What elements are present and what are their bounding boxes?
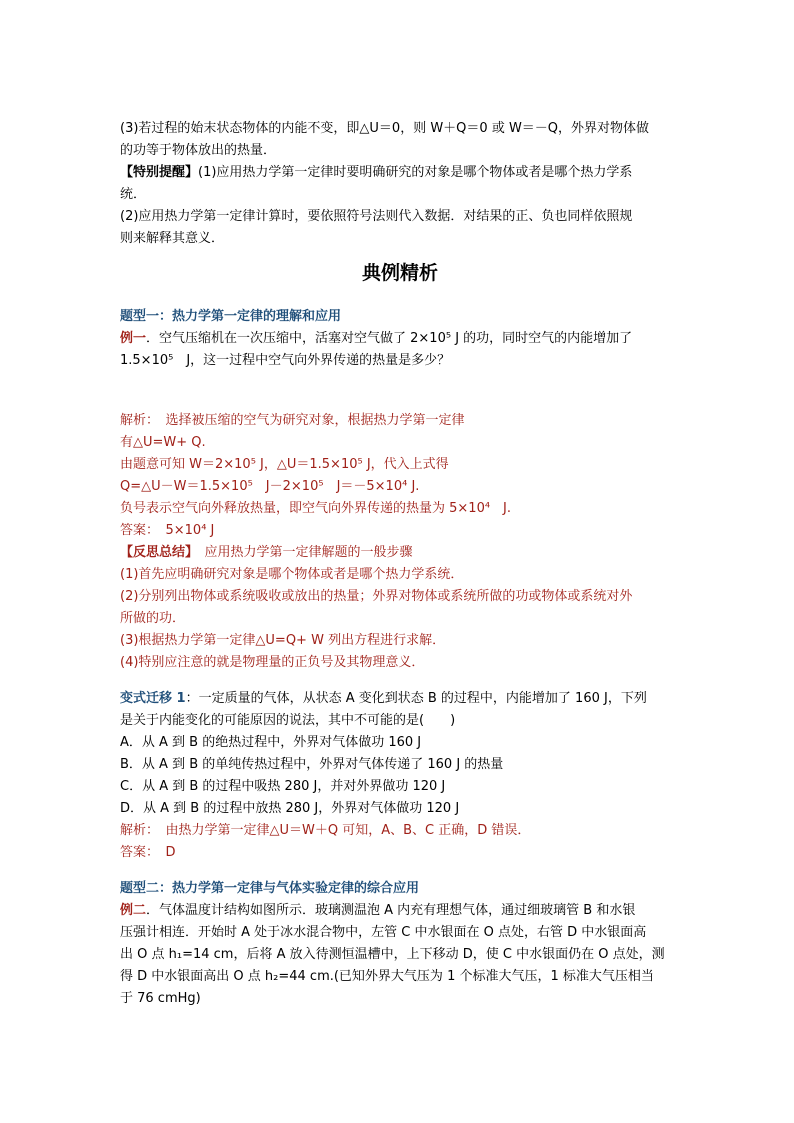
type2-heading: 题型二：热力学第一定律与气体实验定律的综合应用 [120, 881, 420, 896]
special-tip-label: 【特别提醒】 [120, 165, 199, 180]
summary-title: 应用热力学第一定律解题的一般步骤 [191, 545, 413, 560]
example1-solution-line-3: 由题意可知 W＝2×10⁵ J，△U＝1.5×10⁵ J，代入上式得 [120, 457, 449, 472]
intro-line-4: 统． [120, 187, 147, 202]
example2-line-3: 出 O 点 h₁=14 cm，后将 A 放入待测恒温槽中，上下移动 D，使 C 中水银面仍在 O 点处，测 [120, 947, 665, 962]
example1-text-1: ．空气压缩机在一次压缩中，活塞对空气做了 2×10⁵ J 的功，同时空气的内能增加了 [146, 331, 633, 346]
intro-line-1: (3)若过程的始末状态物体的内能不变，即△U＝0，则 W＋Q＝0 或 W＝－Q，外界对物体做 [120, 121, 650, 136]
example2-line-4: 得 D 中水银面高出 O 点 h₂=44 cm.(已知外界大气压为 1 个标准大气压，1 标准大气压相当 [120, 969, 654, 984]
example2-label: 例二 [120, 903, 147, 918]
transfer-question-text-1: ：一定质量的气体，从状态 A 变化到状态 B 的过程中，内能增加了 160 J，下列 [185, 691, 647, 706]
option-d: D．从 A 到 B 的过程中放热 280 J，外界对气体做功 120 J [120, 801, 460, 816]
summary-step-2: (2)分别列出物体或系统吸收或放出的热量；外界对物体或系统所做的功或物体或系统对外 [120, 589, 633, 604]
intro-line-3-text: (1)应用热力学第一定律时要明确研究的对象是哪个物体或者是哪个热力学系 [198, 165, 633, 180]
example1-answer: 答案： 5×10⁴ J [120, 523, 215, 538]
example1-solution-line-4: Q=△U－W＝1.5×10⁵ J－2×10⁵ J＝－5×10⁴ J. [120, 479, 420, 494]
transfer-solution: 解析： 由热力学第一定律△U＝W＋Q 可知，A、B、C 正确，D 错误． [120, 823, 531, 838]
summary-step-3: (3)根据热力学第一定律△U=Q+ W 列出方程进行求解． [120, 633, 446, 648]
transfer-question-line-1 [120, 688, 647, 710]
example1-solution-line-2: 有△U=W+ Q. [120, 435, 206, 450]
example1-line-2: 1.5×10⁵ J，这一过程中空气向外界传递的热量是多少？ [120, 353, 451, 368]
transfer-question-line-2: 是关于内能变化的可能原因的说法，其中不可能的是( ) [120, 713, 456, 728]
option-c: C．从 A 到 B 的过程中吸热 280 J，并对外界做功 120 J [120, 779, 446, 794]
example2-line-1 [120, 900, 635, 922]
intro-line-2: 的功等于物体放出的热量． [120, 143, 277, 158]
transfer-label: 变式迁移 1 [120, 691, 186, 706]
option-a: A．从 A 到 B 的绝热过程中，外界对气体做功 160 J [120, 735, 422, 750]
transfer-answer: 答案： D [120, 845, 176, 860]
example1-solution-line-1: 解析： 选择被压缩的空气为研究对象，根据热力学第一定律 [120, 413, 465, 428]
section-title: 典例精析 [361, 262, 438, 284]
option-b: B．从 A 到 B 的单纯传热过程中，外界对气体传递了 160 J 的热量 [120, 757, 504, 772]
intro-line-5: (2)应用热力学第一定律计算时，要依照符号法则代入数据．对结果的正、负也同样依照规 [120, 209, 633, 224]
summary-step-4: (4)特别应注意的就是物理量的正负号及其物理意义． [120, 655, 425, 670]
example2-text-1: ．气体温度计结构如图所示．玻璃测温泡 A 内充有理想气体，通过细玻璃管 B 和水银 [146, 903, 636, 918]
example1-solution-line-5: 负号表示空气向外释放热量，即空气向外界传递的热量为 5×10⁴ J. [120, 501, 512, 516]
intro-line-3 [120, 162, 632, 184]
summary-step-1: (1)首先应明确研究对象是哪个物体或者是哪个热力学系统． [120, 567, 464, 582]
example2-line-5: 于 76 cmHg) [120, 991, 201, 1006]
summary-step-2-cont: 所做的功． [120, 611, 186, 626]
summary-line [120, 542, 413, 564]
example2-line-2: 压强计相连．开始时 A 处于冰水混合物中，左管 C 中水银面在 O 点处，右管 D 中水银面高 [120, 925, 647, 940]
summary-label: 【反思总结】 [120, 545, 192, 560]
example1-label: 例一 [120, 331, 147, 346]
type1-heading: 题型一：热力学第一定律的理解和应用 [120, 309, 342, 324]
intro-line-6: 则来解释其意义． [120, 231, 225, 246]
example1-line-1 [120, 328, 632, 350]
